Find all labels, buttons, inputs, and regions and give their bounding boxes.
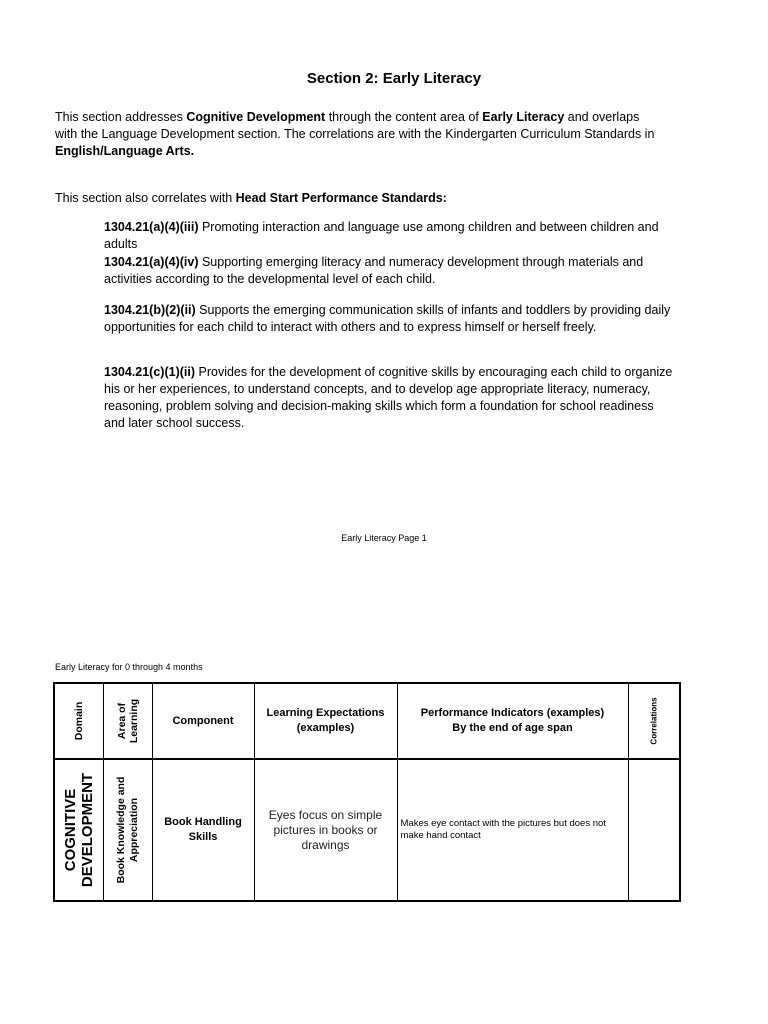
cell-component [152,759,254,901]
standard-item [104,364,674,432]
also-bold: Head Start Performance Standards: [235,191,447,205]
page-footer: Early Literacy Page 1 [341,533,427,543]
area-label [115,777,141,884]
header-expectations-line2: (examples) [296,722,355,734]
header-performance-line2: By the end of age span [452,722,573,734]
standard-code: 1304.21(c)(1)(ii) [104,365,196,379]
header-area-label [116,699,140,743]
table-caption: Early Literacy for 0 through 4 months [55,662,203,672]
cell-performance: Makes eye contact with the pictures but does not make hand contact [397,759,628,901]
table-row [54,759,680,901]
header-performance [397,683,628,759]
header-component: Component [152,683,254,759]
header-expectations-line1: Learning Expectations [266,707,385,719]
cell-area [103,759,152,901]
intro-paragraph [55,109,655,160]
standard-item [104,254,674,288]
standard-text: Promoting interaction and language use among children and between children and adults [104,220,659,251]
domain-line2: DEVELOPMENT [78,772,96,888]
literacy-table [53,682,681,902]
also-text: This section also correlates with [55,191,236,205]
intro-bold-1: Cognitive Development [186,110,326,124]
intro-text-3: and overlaps with the Language Development section. The correlations are with the Kindergarten Curriculum Standards in [55,110,655,141]
header-correlations [628,683,680,759]
intro-text-1: This section addresses [55,110,187,124]
standard-code: 1304.21(a)(4)(iii) [104,220,199,234]
header-domain [54,683,103,759]
header-domain-label: Domain [72,701,85,741]
standard-text: Provides for the development of cognitive skills by encouraging each child to organize his or her experiences, to understand concepts, and to develop age appropriate literacy, numeracy, reasoning, problem solving and decision-making skills which form a foundation for school readiness and later school success. [104,365,673,430]
intro-bold-3: English/Language Arts. [55,144,195,158]
correlation-paragraph [55,190,675,207]
standard-text: Supports the emerging communication skills of infants and toddlers by providing daily opportunities for each child to interact with others and to express himself or herself freely. [104,303,671,334]
domain-line1: COGNITIVE [61,788,79,872]
page-title: Section 2: Early Literacy [306,70,482,87]
intro-bold-2: Early Literacy [482,110,565,124]
standard-code: 1304.21(a)(4)(iv) [104,255,199,269]
header-expectations [254,683,397,759]
header-area-line1: Area of [115,702,128,740]
component-line2: Skills [188,831,218,843]
cell-domain [54,759,103,901]
cell-correlations [628,759,680,901]
standard-text: Supporting emerging literacy and numeracy development through materials and activities according to the developmental level of each child. [104,255,644,286]
intro-text-2: through the content area of [325,110,483,124]
table-header-row [54,683,680,759]
standard-code: 1304.21(b)(2)(ii) [104,303,196,317]
cell-expectation: Eyes focus on simple pictures in books or drawings [254,759,397,901]
area-line1: Book Knowledge and [114,776,127,884]
header-performance-line1: Performance Indicators (examples) [420,707,605,719]
standard-item [104,302,674,336]
header-correlations-label: Correlations [649,697,659,745]
header-area [103,683,152,759]
component-line1: Book Handling [164,816,242,828]
domain-label [62,773,96,887]
standard-item [104,219,674,253]
header-area-line2: Learning [127,698,140,744]
area-line2: Appreciation [127,797,140,863]
